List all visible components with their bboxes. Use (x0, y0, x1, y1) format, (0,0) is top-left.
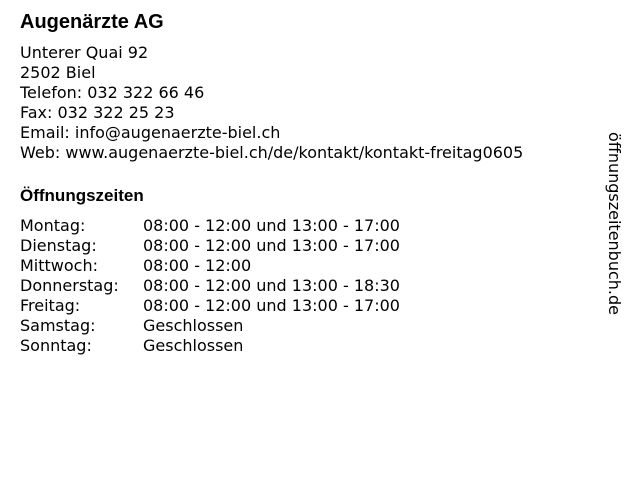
day-label: Mittwoch: (20, 256, 98, 275)
time-range: Geschlossen (143, 316, 244, 335)
time-range: 08:00 - 12:00 und 13:00 - 18:30 (143, 276, 400, 295)
opening-hours-table (20, 216, 600, 356)
hours-row-saturday (20, 316, 600, 336)
opening-hours-heading: Öffnungszeiten (20, 186, 144, 205)
day-label: Dienstag: (20, 236, 97, 255)
day-label: Samstag: (20, 316, 96, 335)
time-range: Geschlossen (143, 336, 244, 355)
hours-row-monday (20, 216, 600, 236)
time-range: 08:00 - 12:00 und 13:00 - 17:00 (143, 216, 400, 235)
day-label: Montag: (20, 216, 86, 235)
time-range: 08:00 - 12:00 und 13:00 - 17:00 (143, 236, 400, 255)
address-city: 2502 Biel (20, 63, 96, 82)
fax-number: Fax: 032 322 25 23 (20, 103, 175, 122)
day-label: Sonntag: (20, 336, 92, 355)
phone-number: Telefon: 032 322 66 46 (20, 83, 205, 102)
time-range: 08:00 - 12:00 und 13:00 - 17:00 (143, 296, 400, 315)
hours-row-tuesday (20, 236, 600, 256)
hours-row-wednesday (20, 256, 600, 276)
hours-row-sunday (20, 336, 600, 356)
time-range: 08:00 - 12:00 (143, 256, 252, 275)
website-url: Web: www.augenaerzte-biel.ch/de/kontakt/kontakt-freitag0605 (20, 143, 524, 162)
site-watermark: öffnungszeitenbuch.de (605, 132, 624, 315)
email-address: Email: info@augenaerzte-biel.ch (20, 123, 281, 142)
day-label: Freitag: (20, 296, 81, 315)
hours-row-friday (20, 296, 600, 316)
business-card (20, 10, 600, 356)
day-label: Donnerstag: (20, 276, 119, 295)
business-name: Augenärzte AG (20, 11, 164, 33)
hours-row-thursday (20, 276, 600, 296)
address-street: Unterer Quai 92 (20, 43, 149, 62)
contact-block (20, 43, 600, 163)
